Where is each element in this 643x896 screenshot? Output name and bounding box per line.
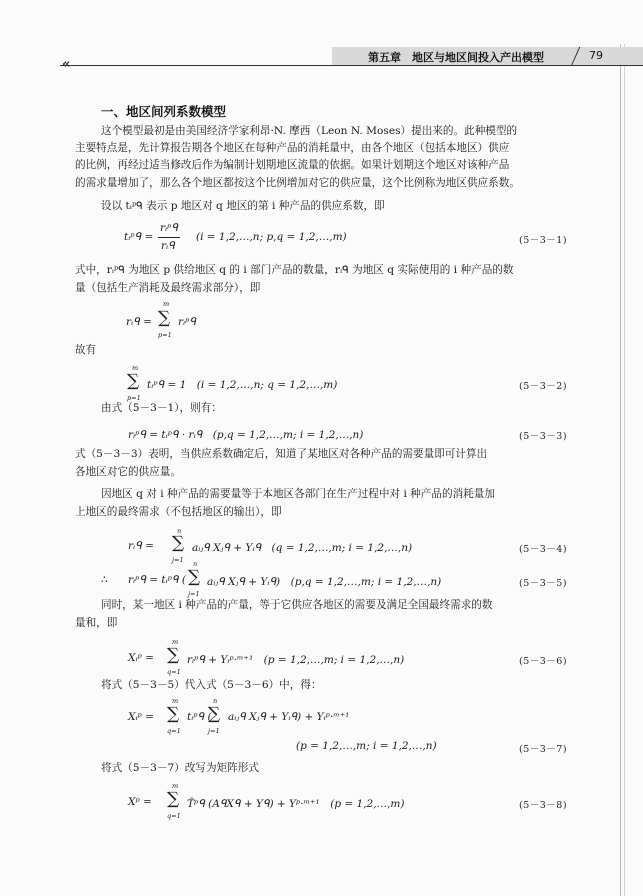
sum-upper-limit: m (172, 638, 179, 646)
paragraph-line: 各地区对它的供应量。 (75, 466, 181, 478)
chapter-title: 第五章 地区与地区间投入产出模型 (368, 51, 544, 64)
sum-symbol: ∑ (127, 371, 140, 391)
equation-lhs: Xᵖ = (128, 796, 152, 808)
paragraph-line: 同时，某一地区 i 种产品的产量，等于它供应各地区的需要及满足全国最终需求的数 (101, 599, 493, 611)
sum-upper-limit: m (172, 697, 179, 705)
equation-number: (5－3－2) (519, 381, 568, 392)
paragraph-line: 式中，rᵢᵖᑫ 为地区 p 供给地区 q 的 i 部门产品的数量，rᵢᑫ 为地区 q 实际使用的 i 种产品的数 (75, 264, 514, 276)
section-title: 一、地区间列系数模型 (101, 104, 227, 119)
sum-lower-limit: j=1 (172, 556, 184, 564)
equation-lhs: rᵢᵖᑫ = tᵢᵖᑫ ( (128, 574, 186, 586)
equation-body: aᵢⱼᑫ Xⱼᑫ + Yᵢᑫ) (p,q = 1,2,…,m; i = 1,2,…,n) (207, 576, 442, 588)
sum-symbol: ∑ (208, 704, 221, 724)
fraction-numerator: rᵢᵖᑫ (160, 222, 178, 234)
sum-lower-limit: p=1 (158, 331, 172, 339)
paragraph-line: 量和，即 (75, 617, 118, 629)
equation-body: aᵢⱼᑫ Xⱼᑫ + Yᵢᑫ) + Yᵢᵖ·ᵐ⁺¹ (228, 711, 350, 723)
equation-number: (5－3－3) (519, 431, 568, 442)
paragraph-line: 的比例，再经过适当修改后作为编制计划期地区流量的依据。如果计划期这个地区对该种产品 (75, 159, 510, 171)
paragraph-line: 主要特点是，先计算报告期各个地区在每种产品的消耗量中，由各个地区（包括本地区）供应 (75, 142, 510, 154)
equation-number: (5－3－6) (519, 656, 568, 667)
page-edge-line (620, 44, 621, 896)
sum-symbol: ∑ (167, 645, 180, 665)
equation-body: rᵢᵖᑫ (178, 316, 196, 328)
sum-upper-limit: n (213, 697, 218, 705)
sum-symbol: ∑ (167, 704, 180, 724)
equation-number: (5－3－7) (519, 744, 568, 755)
paragraph-line: 将式（5－3－7）改写为矩阵形式 (101, 762, 259, 774)
paragraph-line: 设以 tᵢᵖᑫ 表示 p 地区对 q 地区的第 i 种产品的供应系数，即 (101, 200, 385, 212)
sum-upper-limit: m (163, 300, 170, 308)
paragraph-line: 将式（5－3－5）代入式（5－3－6）中，得： (101, 679, 322, 691)
equation-body: rᵢᵖᑫ = tᵢᵖᑫ · rᵢᑫ (p,q = 1,2,…,m; i = 1,2,…,n) (128, 429, 364, 441)
sum-lower-limit: j=1 (188, 590, 200, 598)
sum-symbol: ∑ (172, 533, 185, 553)
equation-lhs: rᵢᑫ = (128, 540, 154, 552)
paragraph-line: 故有 (75, 344, 97, 356)
sum-lower-limit: q=1 (167, 727, 181, 735)
equation-number: (5－3－8) (519, 800, 568, 811)
equation-condition: (i = 1,2,…,n; p,q = 1,2,…,m) (196, 231, 347, 243)
sum-upper-limit: m (132, 364, 139, 372)
fraction-denominator: rᵢᑫ (161, 240, 175, 252)
sum-lower-limit: q=1 (167, 668, 181, 676)
equation-lhs: tᵢᵖᑫ = (124, 231, 154, 243)
page-edge-line-inner (624, 44, 625, 896)
sum-lower-limit: p=1 (127, 394, 141, 402)
equation-lhs: rᵢᑫ = (126, 316, 152, 328)
sum-upper-limit: m (172, 782, 179, 790)
paragraph-line: 的需求量增加了，那么各个地区都按这个比例增加对它的供应量，这个比例称为地区供应系数。 (75, 177, 520, 189)
equation-body: rᵢᵖᑫ + Yᵢᵖ·ᵐ⁺¹ (p = 1,2,…,m; i = 1,2,…,n) (187, 654, 405, 666)
equation-body: T̂ᵖᑫ (AᑫXᑫ + Yᑫ) + Yᵖ·ᵐ⁺¹ (p = 1,2,…,m) (187, 798, 405, 810)
sum-symbol: ∑ (188, 567, 201, 587)
equation-number: (5－3－5) (519, 578, 568, 589)
equation-lhs: Xᵢᵖ = (128, 652, 154, 664)
paragraph-line: 式（5－3－3）表明，当供应系数确定后，知道了某地区对各种产品的需要量即可计算出 (75, 448, 488, 460)
paragraph-line: 由式（5－3－1），则有： (101, 402, 222, 414)
equation-body: aᵢⱼᑫ Xⱼᑫ + Yᵢᑫ (q = 1,2,…,m; i = 1,2,…,n) (192, 542, 413, 554)
page-number: 79 (589, 49, 603, 62)
sum-symbol: ∑ (158, 308, 171, 328)
header-rule (60, 65, 643, 66)
paragraph-line: 量（包括生产消耗及最终需求部分），即 (75, 282, 261, 294)
fraction-bar (158, 237, 180, 238)
sum-upper-limit: n (177, 527, 182, 535)
chevron-left-icon: « (62, 57, 68, 72)
equation-number: (5－3－1) (519, 235, 568, 246)
equation-condition: (p = 1,2,…,m; i = 1,2,…,n) (296, 740, 437, 752)
sum-upper-limit: n (193, 560, 198, 568)
equation-term: tᵢᵖᑫ ( (187, 711, 212, 723)
paragraph-line: 上地区的最终需求（不包括地区的输出），即 (75, 506, 282, 518)
paragraph-line: 这个模型最初是由美国经济学家利昂·N. 摩西（Leon N. Moses）提出来的。此种模型的 (101, 125, 518, 137)
paragraph-line: 因地区 q 对 i 种产品的需要量等于本地区各部门在生产过程中对 i 种产品的消耗量加 (101, 488, 495, 500)
sum-lower-limit: j=1 (208, 727, 220, 735)
therefore-symbol: ∴ (101, 574, 108, 586)
equation-number: (5－3－4) (519, 544, 568, 555)
equation-lhs: Xᵢᵖ = (128, 711, 154, 723)
sum-lower-limit: q=1 (167, 812, 181, 820)
equation-body: tᵢᵖᑫ = 1 (i = 1,2,…,n; q = 1,2,…,m) (147, 379, 338, 391)
sum-symbol: ∑ (167, 789, 180, 809)
